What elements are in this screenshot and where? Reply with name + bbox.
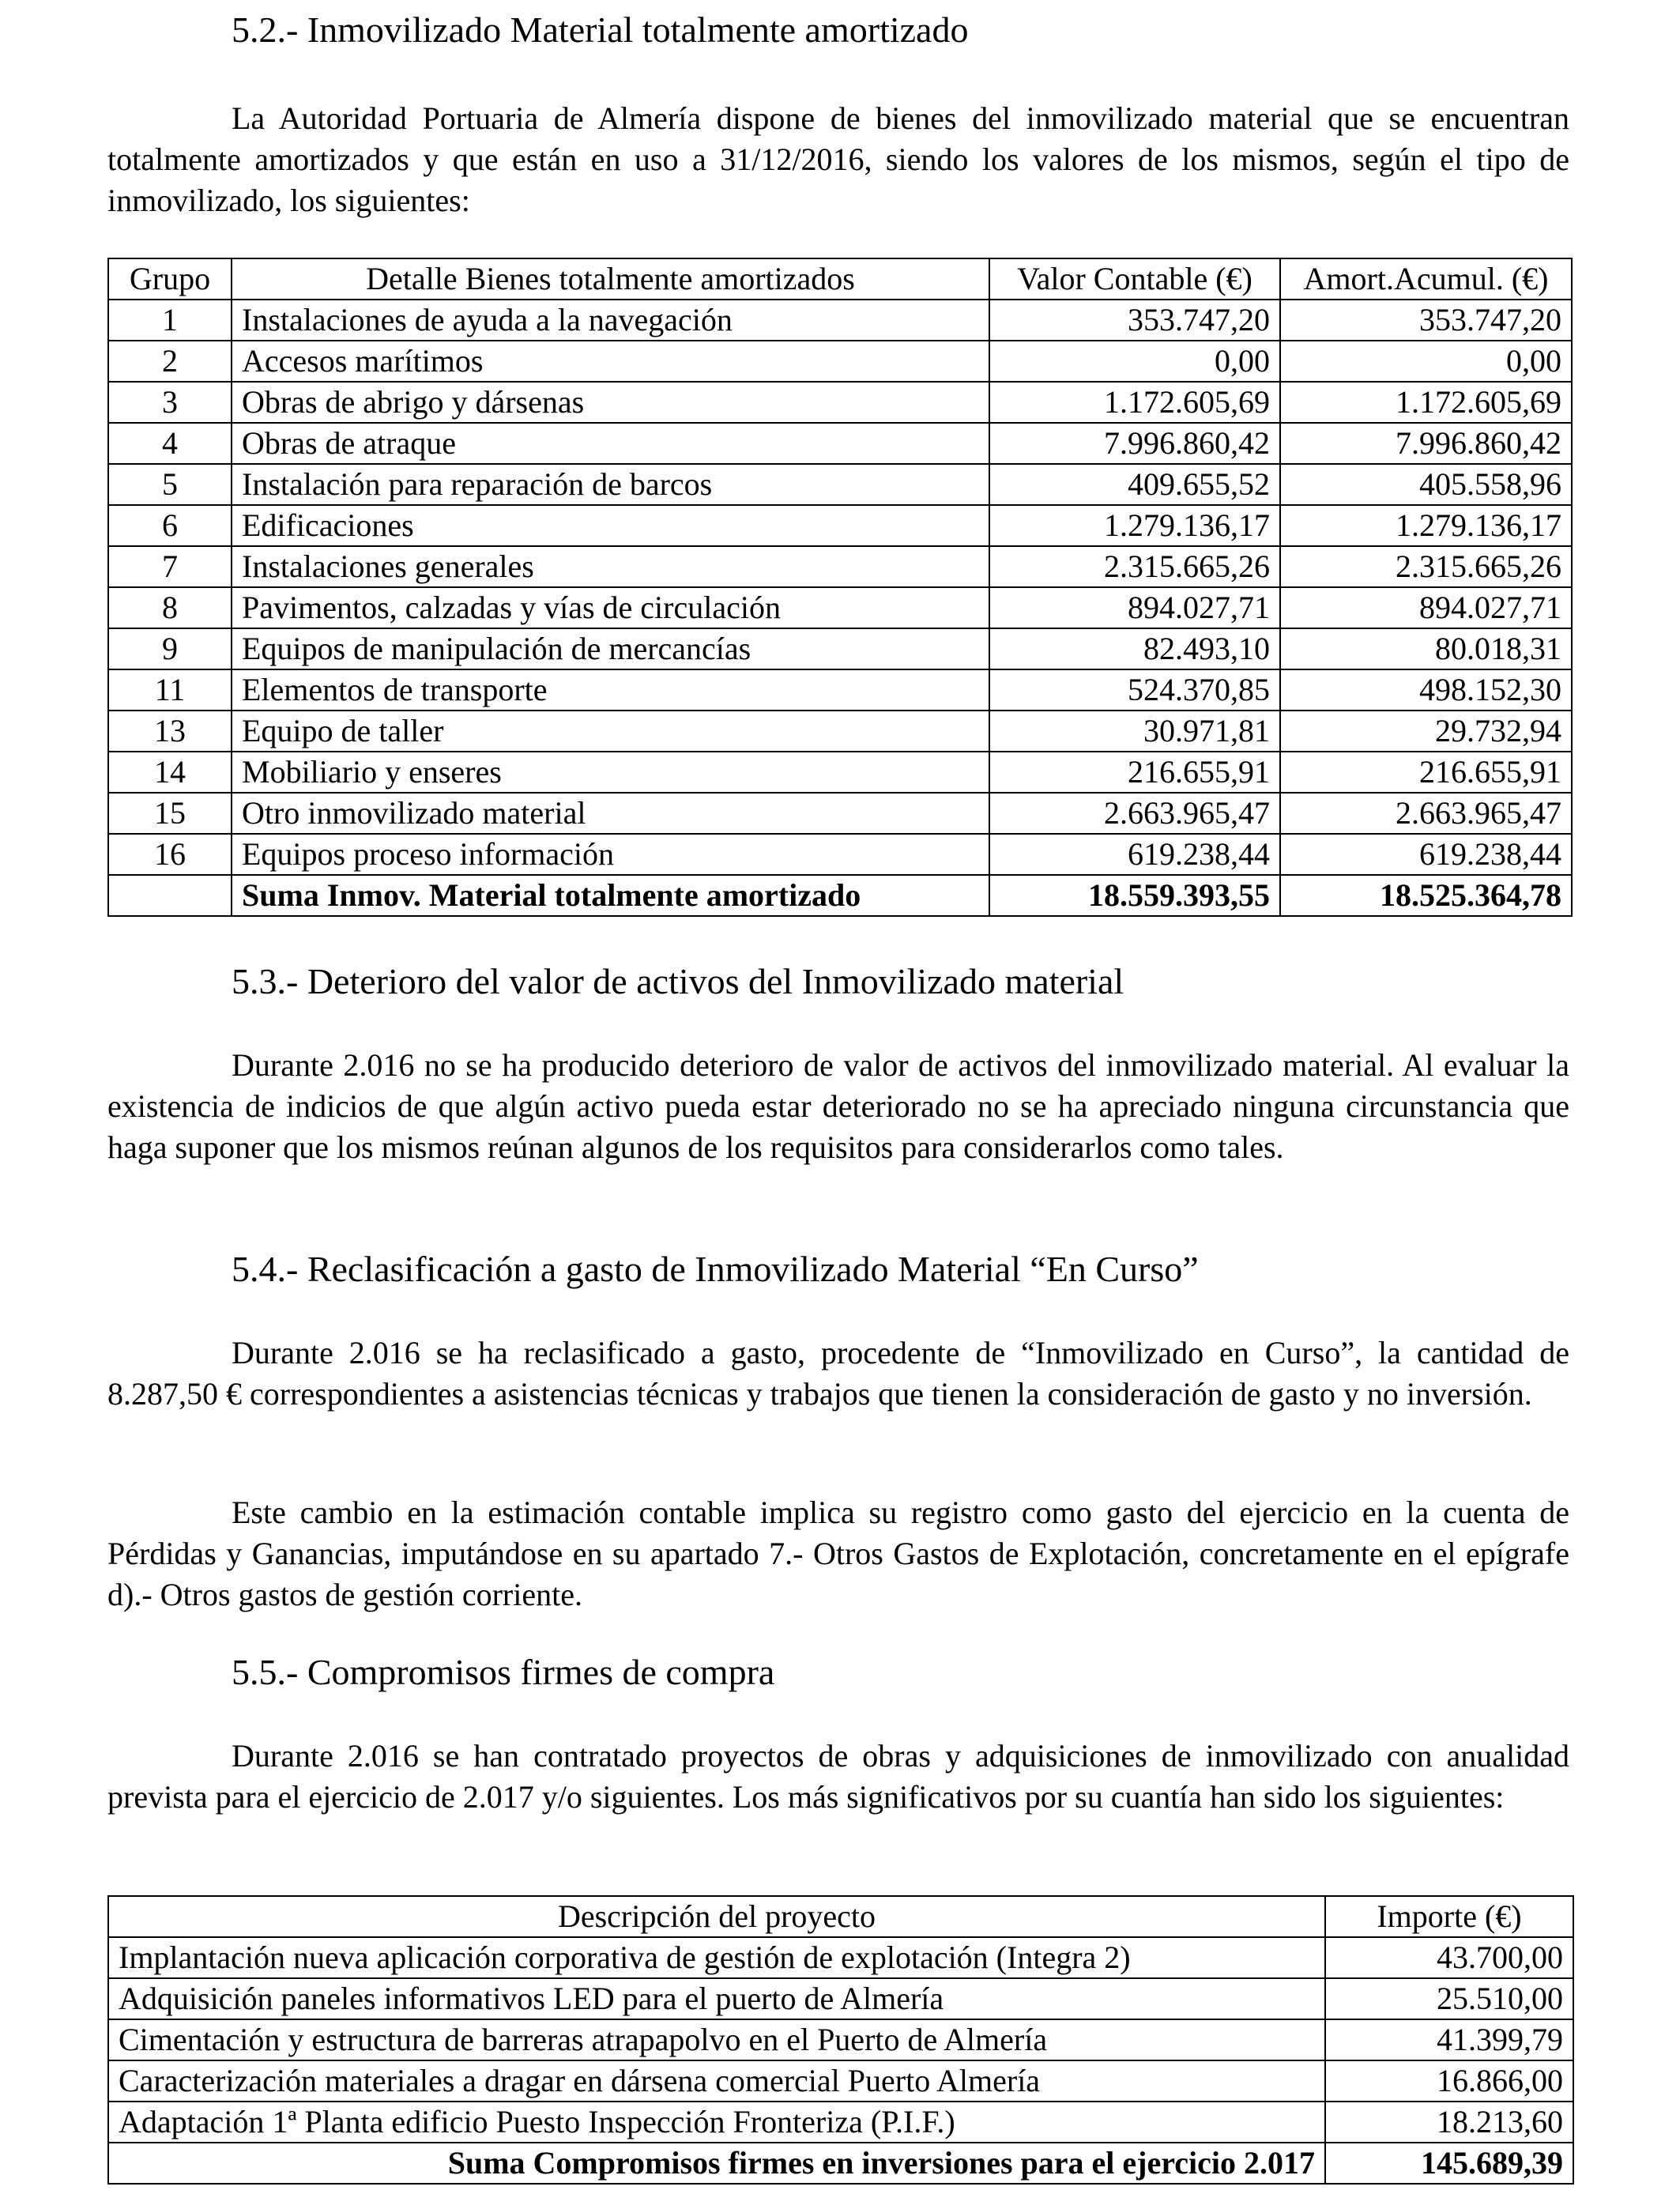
cell-descripcion: Caracterización materiales a dragar en dársena comercial Puerto Almería (108, 2060, 1325, 2102)
total-cell-valor: 18.559.393,55 (989, 875, 1280, 916)
cell-detalle: Edificaciones (232, 505, 989, 546)
cell-grupo: 14 (108, 752, 232, 793)
col-header-importe: Importe (€) (1325, 1896, 1573, 1937)
cell-detalle: Mobiliario y enseres (232, 752, 989, 793)
table-row (108, 341, 1572, 382)
purchase-commitments-table (107, 1895, 1574, 2185)
cell-amort: 353.747,20 (1280, 300, 1572, 341)
table-row (108, 752, 1572, 793)
table-row (108, 382, 1572, 423)
cell-descripcion: Implantación nueva aplicación corporativa de gestión de explotación (Integra 2) (108, 1937, 1325, 1978)
heading-5-2: 5.2.- Inmovilizado Material totalmente amortizado (232, 9, 969, 50)
cell-descripcion: Adaptación 1ª Planta edificio Puesto Inspección Fronteriza (P.I.F.) (108, 2102, 1325, 2143)
para-5-4-2: Este cambio en la estimación contable implica su registro como gasto del ejercicio en la cuenta de Pérdidas y Ganancias, imputándose en su apartado 7.- Otros Gastos de Explotación, concretamente en el epígrafe d).- Otros gastos de gestión corriente. (107, 1495, 1569, 1612)
cell-grupo: 11 (108, 669, 232, 711)
cell-grupo: 6 (108, 505, 232, 546)
cell-detalle: Pavimentos, calzadas y vías de circulación (232, 587, 989, 628)
table-row (108, 300, 1572, 341)
cell-descripcion: Adquisición paneles informativos LED para el puerto de Almería (108, 1978, 1325, 2019)
cell-grupo: 13 (108, 711, 232, 752)
table-row (108, 587, 1572, 628)
col-header-valor: Valor Contable (€) (989, 258, 1280, 300)
cell-grupo: 15 (108, 793, 232, 834)
cell-detalle: Obras de abrigo y dársenas (232, 382, 989, 423)
cell-grupo: 9 (108, 628, 232, 669)
cell-detalle: Obras de atraque (232, 423, 989, 464)
col-header-descripcion: Descripción del proyecto (108, 1896, 1325, 1937)
cell-valor: 1.279.136,17 (989, 505, 1280, 546)
para-5-2: La Autoridad Portuaria de Almería dispone de bienes del inmovilizado material que se encuentran totalmente amortizados y que están en uso a 31/12/2016, siendo los valores de los mismos, según el tipo de inmovilizado, los siguientes: (107, 100, 1569, 218)
col-header-amort: Amort.Acumul. (€) (1280, 258, 1572, 300)
heading-5-5: 5.5.- Compromisos firmes de compra (232, 1652, 775, 1692)
cell-importe: 16.866,00 (1325, 2060, 1573, 2102)
table-row (108, 711, 1572, 752)
table-row (108, 2019, 1573, 2060)
cell-grupo: 5 (108, 464, 232, 505)
cell-grupo: 16 (108, 834, 232, 875)
cell-amort: 1.279.136,17 (1280, 505, 1572, 546)
cell-amort: 894.027,71 (1280, 587, 1572, 628)
table-row (108, 505, 1572, 546)
cell-valor: 619.238,44 (989, 834, 1280, 875)
total-cell-grupo (108, 875, 232, 916)
table-row (108, 423, 1572, 464)
col-header-detalle: Detalle Bienes totalmente amortizados (232, 258, 989, 300)
table-row (108, 834, 1572, 875)
cell-amort: 0,00 (1280, 341, 1572, 382)
para-5-5: Durante 2.016 se han contratado proyectos de obras y adquisiciones de inmovilizado con anualidad prevista para el ejercicio de 2.017 y/o siguientes. Los más significativos por su cuantía han sido los siguientes: (107, 1738, 1569, 1815)
para-5-3: Durante 2.016 no se ha producido deterioro de valor de activos del inmovilizado material. Al evaluar la existencia de indicios de que algún activo pueda estar deteriorado no se ha apreciado ninguna circunstancia que haga suponer que los mismos reúnan algunos de los requisitos para considerarlos como tales. (107, 1047, 1569, 1165)
table-row (108, 2102, 1573, 2143)
cell-amort: 216.655,91 (1280, 752, 1572, 793)
cell-detalle: Equipos de manipulación de mercancías (232, 628, 989, 669)
cell-grupo: 2 (108, 341, 232, 382)
cell-valor: 894.027,71 (989, 587, 1280, 628)
para-5-4-1: Durante 2.016 se ha reclasificado a gasto, procedente de “Inmovilizado en Curso”, la cantidad de 8.287,50 € correspondientes a asistencias técnicas y trabajos que tienen la consideración de gasto y no inversión. (107, 1335, 1569, 1412)
cell-amort: 80.018,31 (1280, 628, 1572, 669)
table-row (108, 546, 1572, 587)
cell-amort: 619.238,44 (1280, 834, 1572, 875)
cell-amort: 1.172.605,69 (1280, 382, 1572, 423)
cell-valor: 353.747,20 (989, 300, 1280, 341)
table-row (108, 1937, 1573, 1978)
cell-grupo: 4 (108, 423, 232, 464)
table-row (108, 793, 1572, 834)
heading-5-3: 5.3.- Deterioro del valor de activos del Inmovilizado material (232, 961, 1124, 1001)
cell-valor: 409.655,52 (989, 464, 1280, 505)
cell-grupo: 7 (108, 546, 232, 587)
cell-importe: 41.399,79 (1325, 2019, 1573, 2060)
amortized-assets-table (107, 258, 1573, 917)
table-total-row (108, 2143, 1573, 2184)
table-row (108, 1978, 1573, 2019)
cell-valor: 2.315.665,26 (989, 546, 1280, 587)
table-row (108, 2060, 1573, 2102)
cell-detalle: Elementos de transporte (232, 669, 989, 711)
cell-amort: 2.315.665,26 (1280, 546, 1572, 587)
cell-grupo: 8 (108, 587, 232, 628)
total-cell-amort: 18.525.364,78 (1280, 875, 1572, 916)
table-row (108, 669, 1572, 711)
cell-amort: 29.732,94 (1280, 711, 1572, 752)
cell-valor: 30.971,81 (989, 711, 1280, 752)
cell-detalle: Instalaciones generales (232, 546, 989, 587)
cell-valor: 82.493,10 (989, 628, 1280, 669)
cell-importe: 25.510,00 (1325, 1978, 1573, 2019)
cell-valor: 1.172.605,69 (989, 382, 1280, 423)
cell-descripcion: Cimentación y estructura de barreras atrapapolvo en el Puerto de Almería (108, 2019, 1325, 2060)
cell-valor: 7.996.860,42 (989, 423, 1280, 464)
cell-grupo: 1 (108, 300, 232, 341)
cell-importe: 18.213,60 (1325, 2102, 1573, 2143)
cell-amort: 405.558,96 (1280, 464, 1572, 505)
cell-grupo: 3 (108, 382, 232, 423)
cell-detalle: Accesos marítimos (232, 341, 989, 382)
table-header-row (108, 1896, 1573, 1937)
col-header-grupo: Grupo (108, 258, 232, 300)
cell-valor: 524.370,85 (989, 669, 1280, 711)
total-cell-descripcion: Suma Compromisos firmes en inversiones para el ejercicio 2.017 (108, 2143, 1325, 2184)
cell-detalle: Instalación para reparación de barcos (232, 464, 989, 505)
heading-5-4: 5.4.- Reclasificación a gasto de Inmovilizado Material “En Curso” (232, 1249, 1199, 1289)
cell-detalle: Equipos proceso información (232, 834, 989, 875)
cell-valor: 216.655,91 (989, 752, 1280, 793)
cell-detalle: Instalaciones de ayuda a la navegación (232, 300, 989, 341)
cell-amort: 498.152,30 (1280, 669, 1572, 711)
table-row (108, 628, 1572, 669)
cell-amort: 7.996.860,42 (1280, 423, 1572, 464)
cell-importe: 43.700,00 (1325, 1937, 1573, 1978)
table-header-row (108, 258, 1572, 300)
cell-detalle: Equipo de taller (232, 711, 989, 752)
table-total-row (108, 875, 1572, 916)
cell-valor: 0,00 (989, 341, 1280, 382)
table-row (108, 464, 1572, 505)
cell-valor: 2.663.965,47 (989, 793, 1280, 834)
total-cell-importe: 145.689,39 (1325, 2143, 1573, 2184)
cell-detalle: Otro inmovilizado material (232, 793, 989, 834)
cell-amort: 2.663.965,47 (1280, 793, 1572, 834)
total-cell-detalle: Suma Inmov. Material totalmente amortizado (232, 875, 989, 916)
